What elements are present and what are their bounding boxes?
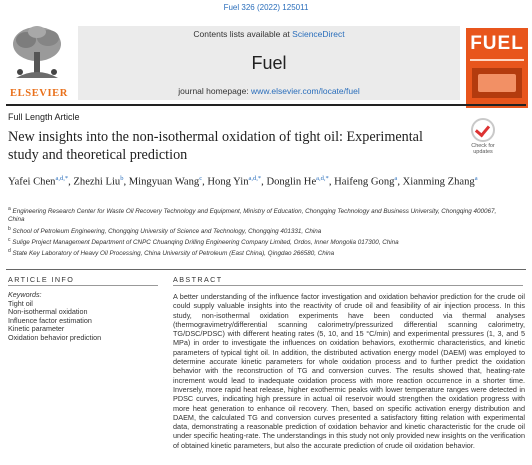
- cover-image-detail: [478, 74, 516, 92]
- keywords-block: [8, 291, 158, 343]
- author-affiliation-mark[interactable]: c: [199, 175, 203, 182]
- affiliation-item: [8, 247, 508, 258]
- check-updates-label: Check for updates: [471, 143, 495, 155]
- journal-cover-thumbnail[interactable]: [466, 28, 528, 108]
- contents-line: [78, 29, 460, 39]
- affiliation-text: State Key Laboratory of Heavy Oil Processing, China University of Petroleum (East China), Qingdao 266580, China: [10, 250, 335, 258]
- keyword-item: Kinetic parameter: [8, 324, 65, 334]
- keyword-item: Non-isothermal oxidation: [8, 307, 88, 317]
- author-affiliation-mark[interactable]: a: [394, 175, 398, 182]
- author-affiliation-mark[interactable]: a,d,*: [316, 175, 329, 182]
- affiliation-item: [8, 236, 508, 247]
- cover-title: FUEL: [470, 33, 524, 54]
- affiliation-item: [8, 225, 508, 236]
- author-affiliation-mark[interactable]: b: [120, 175, 124, 182]
- author-list: Yafei Chen$^{a,d,*}$, Zhezhi Liu$^b$, Mingyuan Wang$^c$, Hong Yin$^{a,d,*}$, Donglin $He^{a,d,*}$, Haifeng Gong$^a$, Xianming Zhang$^a$: [8, 175, 478, 188]
- affiliation-text: School of Petroleum Engineering, Chongqing University of Science and Technology, Chongqing 401331, China: [10, 227, 322, 235]
- author-affiliation-mark[interactable]: a: [474, 175, 478, 182]
- article-title: New insights into the non-isothermal oxidation of tight oil: Experimental study and theoretical prediction: [8, 129, 423, 163]
- journal-homepage-link[interactable]: www.elsevier.com/locate/fuel: [251, 86, 360, 96]
- cover-band: [470, 59, 524, 61]
- section-divider: [6, 269, 526, 270]
- affiliation-mark: a: [8, 206, 11, 212]
- abstract-text: A better understanding of the influence factor investigation and oxidation behavior prediction for the crude oil could supply valuable insights into the reactivity of crude oil and feasibility of air injection process. In this study, non-isothermal oxidation experiments have been conducted via thermal analyses (thermogravimetry/differential scanning calorimetry/pressurized differential scanning calorimetry, TG/DSC/PDSC) with different heating rates (5, 10, and 15 °C/min) and experimental pressures (1, 3, and 5 MPa) in order to investigate the influences on oxidation behaviors, exothermic characteristics, and kinetic parameters of typical tight oil. In addition, the distributed activation energy model (DAEM) was employed to determine accurate kinetic parameters for whole oxidation process and to further predict the oxidation behavior with the reconstruction of TG and conversion curves. The results showed that, heating-rate increment would lead to inadequate oxidation process with more reaction occurrence in a shorter time. Inversely, more rapid heat release, higher exothermic peaks with lower temperature ranges were detected in PDSC curves, indicating high pressure in actual oil reservoir would strengthen the oxidation progress with more heat generation to enhance oil recovery. Then, based on specific activation energy distribution and DAEM, the calculated TG and conversion curves presented a satisfactory fitting relation with experimental data, demonstrating a reasonable prediction of oxidation behavior and kinetic characteristic for the crude oil under specific heating-rate. The understandings in this study not only provided new insights on the verification of obtained kinetic parameters, but also the accurate prediction of crude oil oxidation behavior.: [173, 292, 525, 450]
- author-name[interactable]: Haifeng Gong: [334, 176, 395, 188]
- journal-reference-link[interactable]: Fuel 326 (2022) 125011: [223, 3, 309, 12]
- journal-banner: [78, 26, 460, 100]
- keywords-list: [8, 300, 158, 343]
- journal-name: Fuel: [251, 53, 287, 73]
- affiliation-mark: b: [8, 225, 11, 232]
- elsevier-logo: [6, 22, 68, 99]
- author-name[interactable]: Xianming Zhang: [402, 176, 475, 188]
- author-name[interactable]: Donglin He: [266, 176, 317, 188]
- affiliation-mark: d: [8, 248, 11, 255]
- keywords-heading: Keywords:: [8, 290, 42, 299]
- publisher-wordmark: ELSEVIER: [10, 88, 68, 99]
- article-info-heading: ARTICLE INFO: [8, 275, 75, 284]
- article-type: Full Length Article: [8, 112, 80, 122]
- affiliation-mark: c: [8, 236, 11, 243]
- abstract-heading: ABSTRACT: [173, 275, 223, 284]
- author-name[interactable]: Yafei Chen: [8, 176, 56, 188]
- journal-header: [6, 14, 526, 102]
- keyword-item: Oxidation behavior prediction: [8, 332, 102, 342]
- author-name[interactable]: Zhezhi Liu: [73, 176, 121, 188]
- affiliation-text: Engineering Research Center for Waste Oil Recovery Technology and Equipment, Ministry of Education, Chongqing Technology and Business University, Chongqing 400067, China: [8, 208, 497, 224]
- keyword-item: Influence factor estimation: [8, 315, 92, 325]
- affiliation-text: Sulige Project Management Department of CNPC Chuanqing Drilling Engineering Company Limited, Ordos, Inner Mongolia 017300, China: [10, 238, 399, 246]
- affiliation-list: [8, 205, 508, 258]
- header-divider: [6, 104, 526, 106]
- homepage-line: [78, 86, 460, 96]
- author-affiliation-mark[interactable]: a,d,*: [55, 175, 69, 182]
- affiliation-item: [8, 205, 508, 225]
- author-name[interactable]: Hong Yin: [207, 176, 249, 188]
- author-name[interactable]: Mingyuan Wang: [128, 176, 200, 188]
- check-for-updates-button[interactable]: [466, 118, 500, 154]
- elsevier-tree-icon: [6, 22, 68, 84]
- sciencedirect-link[interactable]: ScienceDirect: [292, 29, 345, 39]
- homepage-prefix: journal homepage:: [178, 86, 252, 96]
- author-affiliation-mark[interactable]: a,d,*: [248, 175, 262, 182]
- abstract-rule: [173, 285, 523, 286]
- contents-prefix: Contents lists available at: [193, 29, 293, 39]
- check-updates-icon: [471, 118, 495, 142]
- keyword-item: Tight oil: [8, 298, 33, 308]
- article-info-rule: [8, 285, 158, 286]
